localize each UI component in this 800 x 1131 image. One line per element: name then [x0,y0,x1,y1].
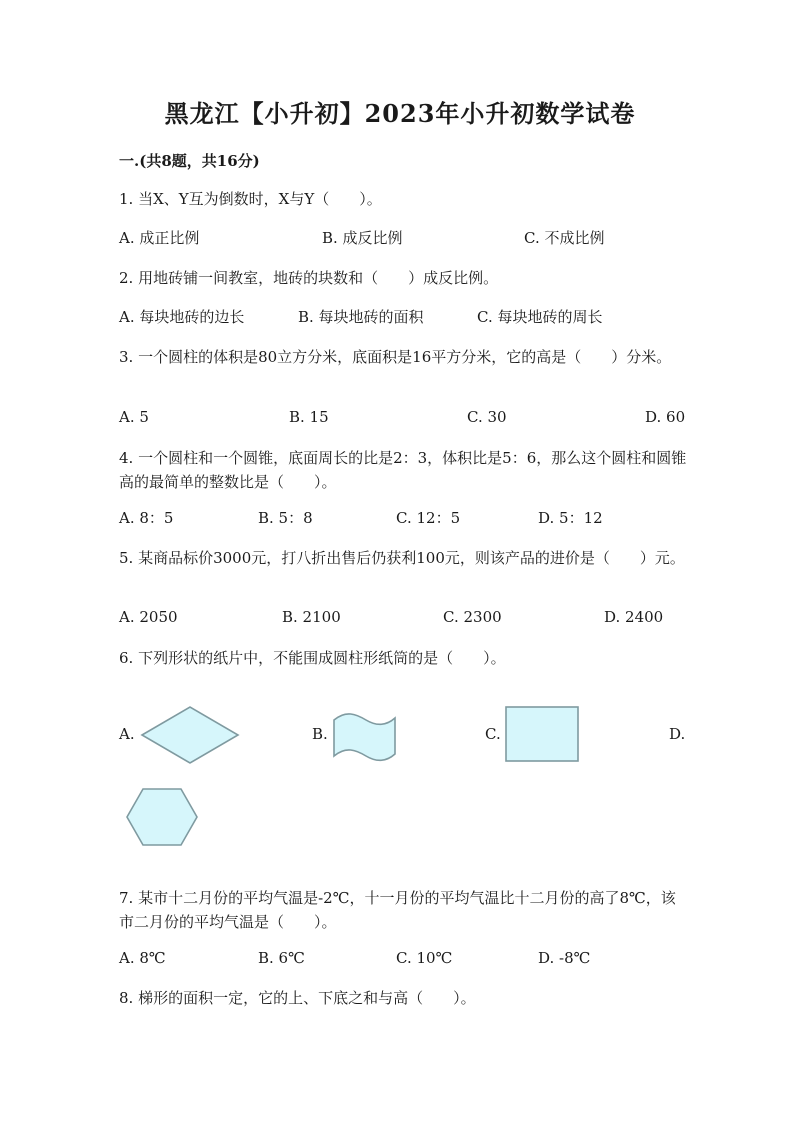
q4-option-b: B. 5：8 [258,509,313,527]
q2-option-a: A. 每块地砖的边长 [119,308,245,326]
question-3: 3. 一个圆柱的体积是80立方分米，底面积是16平方分米，它的高是（ ）分米。 [119,348,672,366]
q2-option-c: C. 每块地砖的周长 [477,308,603,326]
question-4: 4. 一个圆柱和一个圆锥，底面周长的比是2：3，体积比是5：6，那么这个圆柱和圆锥高的最简单的整数比是（ ）。 [119,449,687,491]
q2-option-b: B. 每块地砖的面积 [298,308,424,326]
q7-option-c: C. 10℃ [396,949,453,967]
q1-option-a: A. 成正比例 [119,229,200,247]
q7-option-b: B. 6℃ [258,949,305,967]
q6-option-c: C. [485,725,501,743]
q6-option-b: B. [312,725,328,743]
wavy-sheet-shape [332,712,398,762]
rhombus-shape [140,705,240,765]
section-heading: 一.(共8题，共16分) [119,152,260,170]
rectangle-shape [505,706,579,762]
q4-option-c: C. 12：5 [396,509,461,527]
q7-option-a: A. 8℃ [119,949,166,967]
question-6: 6. 下列形状的纸片中，不能围成圆柱形纸筒的是（ ）。 [119,649,506,667]
q7-option-d: D. -8℃ [538,949,591,967]
q5-option-d: D. 2400 [604,608,664,626]
question-2: 2. 用地砖铺一间教室，地砖的块数和（ ）成反比例。 [119,269,499,287]
q3-option-a: A. 5 [119,408,149,426]
q3-option-c: C. 30 [467,408,507,426]
question-7: 7. 某市十二月份的平均气温是-2℃，十一月份的平均气温比十二月份的高了8℃，该市二月份的平均气温是（ ）。 [119,889,676,931]
q1-option-b: B. 成反比例 [322,229,403,247]
q5-option-a: A. 2050 [119,608,178,626]
q1-option-c: C. 不成比例 [524,229,605,247]
question-8: 8. 梯形的面积一定，它的上、下底之和与高（ ）。 [119,989,476,1007]
hexagon-shape [125,788,199,846]
q6-option-a: A. [119,725,135,743]
q6-option-d: D. [669,725,686,743]
q3-option-d: D. 60 [645,408,686,426]
q5-option-c: C. 2300 [443,608,502,626]
q4-option-a: A. 8：5 [119,509,174,527]
page-title: 黑龙江【小升初】2023年小升初数学试卷 [164,99,636,128]
question-1: 1. 当X、Y互为倒数时，X与Y（ ）。 [119,190,382,208]
q4-option-d: D. 5：12 [538,509,603,527]
q5-option-b: B. 2100 [282,608,341,626]
q3-option-b: B. 15 [289,408,329,426]
question-5: 5. 某商品标价3000元，打八折出售后仍获利100元，则该产品的进价是（ ）元。 [119,549,685,567]
